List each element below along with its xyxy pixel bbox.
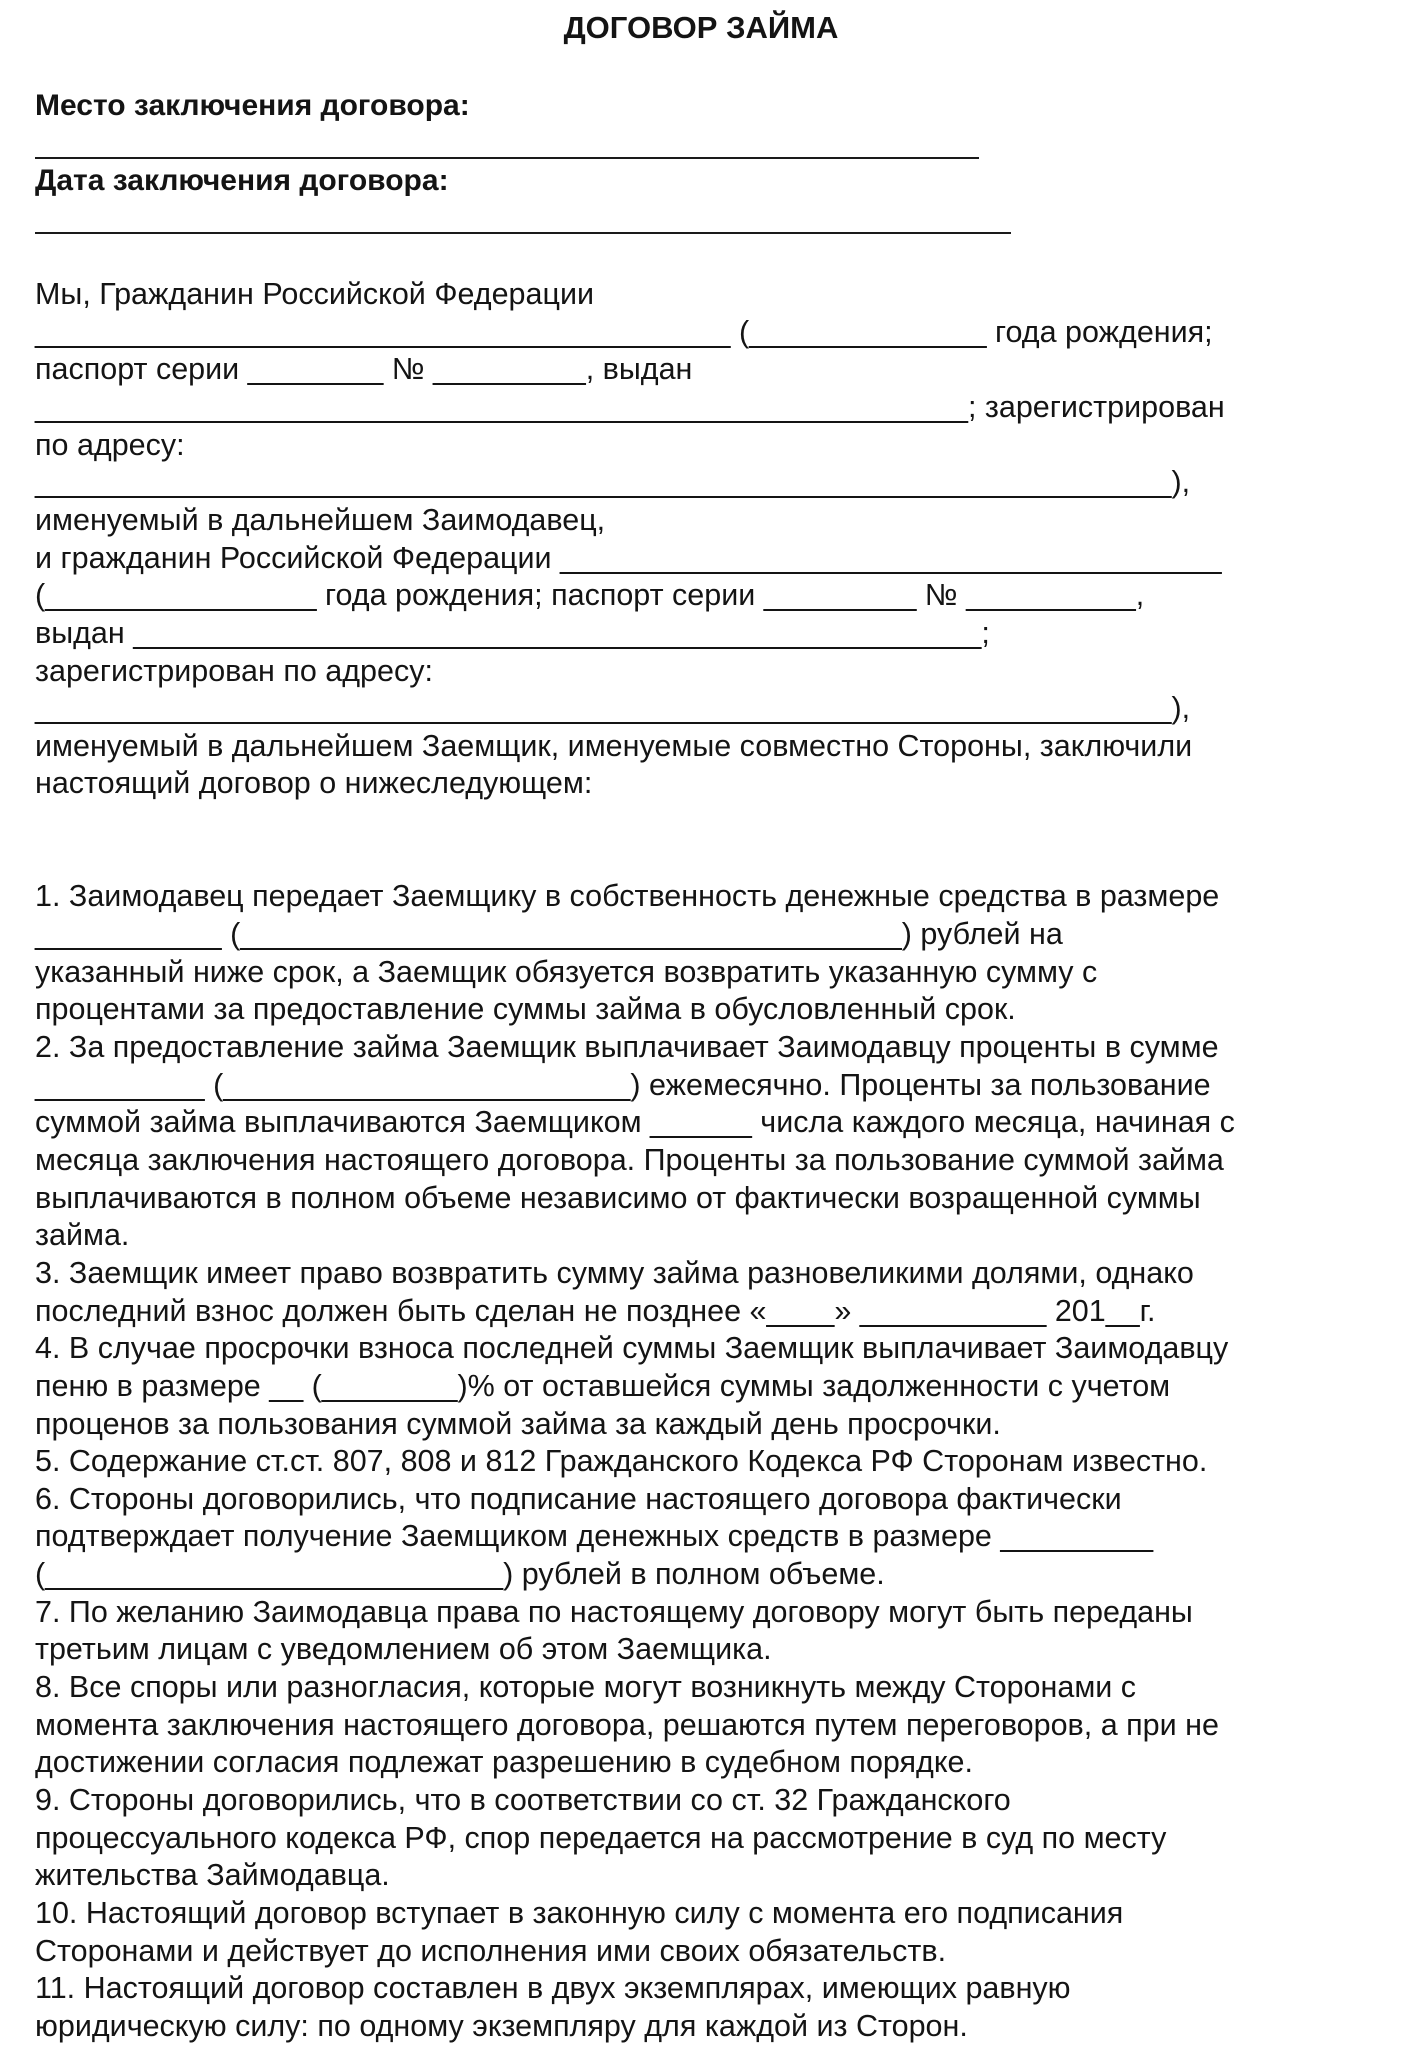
text-line: 6. Стороны договорились, что подписание настоящего договора фактически xyxy=(35,1482,1122,1516)
text-line: 4. В случае просрочки взноса последней суммы Заемщик выплачивает Заимодавцу xyxy=(35,1331,1229,1365)
text-line: _________________________________________ (______________ года рождения; xyxy=(35,315,1213,349)
place-label: Место заключения договора: xyxy=(35,89,470,122)
text-line: настоящий договор о нижеследующем: xyxy=(35,766,593,800)
document-title: ДОГОВОР ЗАЙМА xyxy=(563,10,839,45)
text-line: юридическую силу: по одному экземпляру для каждой из Сторон. xyxy=(35,2009,968,2043)
text-line: ___________________________________________________________________), xyxy=(35,465,1191,499)
text-line: именуемый в дальнейшем Заимодавец, xyxy=(35,503,606,537)
text-line: месяца заключения настоящего договора. Проценты за пользование суммой займа xyxy=(35,1143,1224,1177)
text-line: выдан __________________________________________________; xyxy=(35,616,990,650)
text-line: и гражданин Российской Федерации _______________________________________ xyxy=(35,541,1222,575)
text-line: __________ (________________________) ежемесячно. Проценты за пользование xyxy=(35,1068,1211,1102)
text-line: последний взнос должен быть сделан не позднее «____» ___________ 201__г. xyxy=(35,1294,1156,1328)
text-line: момента заключения настоящего договора, решаются путем переговоров, а при не xyxy=(35,1708,1219,1742)
text-line: пеню в размере __ (________)% от оставшейся суммы задолженности с учетом xyxy=(35,1369,1171,1403)
text-line: именуемый в дальнейшем Заемщик, именуемые совместно Стороны, заключили xyxy=(35,729,1193,763)
text-line: 5. Содержание ст.ст. 807, 808 и 812 Гражданского Кодекса РФ Сторонам известно. xyxy=(35,1444,1208,1478)
text-line: ___________________________________________________________________), xyxy=(35,691,1191,725)
text-line: проценов за пользования суммой займа за каждый день просрочки. xyxy=(35,1407,1001,1441)
date-underline xyxy=(35,232,1011,234)
text-line: 2. За предоставление займа Заемщик выплачивает Заимодавцу проценты в сумме xyxy=(35,1030,1219,1064)
text-line: _______________________________________________________; зарегистрирован xyxy=(35,390,1225,424)
text-line: (___________________________) рублей в полном объеме. xyxy=(35,1557,885,1591)
text-line: жительства Займодавца. xyxy=(35,1858,390,1892)
text-line: подтверждает получение Заемщиком денежных средств в размере _________ xyxy=(35,1519,1154,1553)
text-line: 1. Заимодавец передает Заемщику в собственность денежные средства в размере xyxy=(35,879,1220,913)
text-line: указанный ниже срок, а Заемщик обязуется возвратить указанную сумму с xyxy=(35,955,1098,989)
text-line: 3. Заемщик имеет право возвратить сумму займа разновеликими долями, однако xyxy=(35,1256,1194,1290)
text-line: процентами за предоставление суммы займа в обусловленный срок. xyxy=(35,992,1016,1026)
text-line: 11. Настоящий договор составлен в двух экземплярах, имеющих равную xyxy=(35,1971,1071,2005)
text-line: зарегистрирован по адресу: xyxy=(35,654,433,688)
text-line: ___________ (_______________________________________) рублей на xyxy=(35,917,1063,951)
text-line: (________________ года рождения; паспорт серии _________ № __________, xyxy=(35,578,1145,612)
date-label: Дата заключения договора: xyxy=(35,164,449,197)
text-line: займа. xyxy=(35,1218,130,1252)
text-line: Сторонами и действует до исполнения ими своих обязательств. xyxy=(35,1934,947,1968)
text-line: паспорт серии ________ № _________, выдан xyxy=(35,352,693,386)
text-line: 10. Настоящий договор вступает в законную силу с момента его подписания xyxy=(35,1896,1124,1930)
text-line: процессуального кодекса РФ, спор передается на рассмотрение в суд по месту xyxy=(35,1821,1167,1855)
text-line: 9. Стороны договорились, что в соответствии со ст. 32 Гражданского xyxy=(35,1783,1011,1817)
text-line: третьим лицам с уведомлением об этом Заемщика. xyxy=(35,1632,772,1666)
text-line: суммой займа выплачиваются Заемщиком ______ числа каждого месяца, начиная с xyxy=(35,1105,1235,1139)
text-line: 7. По желанию Заимодавца права по настоящему договору могут быть переданы xyxy=(35,1595,1193,1629)
text-line: 8. Все споры или разногласия, которые могут возникнуть между Сторонами с xyxy=(35,1670,1137,1704)
text-line: Мы, Гражданин Российской Федерации xyxy=(35,277,595,311)
place-underline xyxy=(35,157,979,159)
text-line: выплачиваются в полном объеме независимо от фактически возращенной суммы xyxy=(35,1181,1201,1215)
text-line: достижении согласия подлежат разрешению в судебном порядке. xyxy=(35,1745,973,1779)
text-line: по адресу: xyxy=(35,428,185,462)
